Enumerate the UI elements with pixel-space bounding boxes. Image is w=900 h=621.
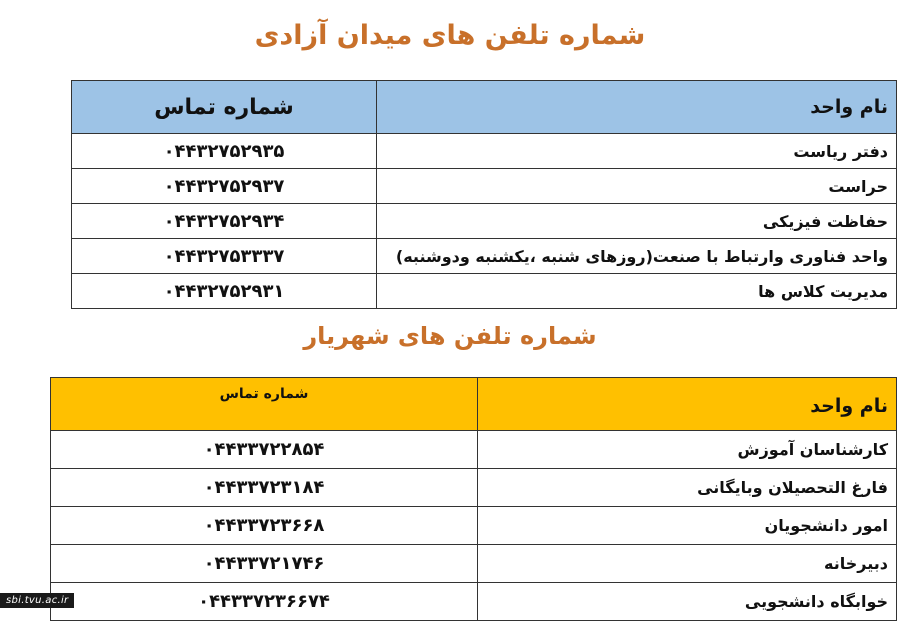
table-row: [72, 169, 897, 204]
unit-name-cell: امور دانشجویان: [478, 507, 897, 545]
unit-name-cell: حراست: [377, 169, 897, 204]
phone-number-cell: ۰۴۴۳۲۷۵۲۹۳۱: [72, 274, 377, 309]
table-row: [51, 507, 897, 545]
unit-name-cell: مدیریت کلاس ها: [377, 274, 897, 309]
unit-name-cell: حفاظت فیزیکی: [377, 204, 897, 239]
table-row: [72, 239, 897, 274]
table-row: [51, 583, 897, 621]
section-title-shahriar: شماره تلفن های شهریار: [303, 322, 597, 350]
phone-number-cell: ۰۴۴۳۲۷۵۲۹۳۷: [72, 169, 377, 204]
table-row: [72, 134, 897, 169]
phone-number-cell: ۰۴۴۳۳۷۲۳۶۶۷۴: [51, 583, 478, 621]
phone-number-cell: ۰۴۴۳۳۷۲۳۶۶۸: [51, 507, 478, 545]
column-header-phone: شماره تماس: [51, 378, 478, 431]
phone-table-azadi: [71, 80, 897, 309]
unit-name-cell: واحد فناوری وارتباط با صنعت(روزهای شنبه ،یکشنبه ودوشنبه): [377, 239, 897, 274]
phone-number-cell: ۰۴۴۳۳۷۲۱۷۴۶: [51, 545, 478, 583]
phone-table-shahriar: [50, 377, 897, 621]
unit-name-cell: فارغ التحصیلان وبایگانی: [478, 469, 897, 507]
unit-name-cell: دفتر ریاست: [377, 134, 897, 169]
table-row: [51, 545, 897, 583]
unit-name-cell: دبیرخانه: [478, 545, 897, 583]
table-row: [72, 204, 897, 239]
phone-number-cell: ۰۴۴۳۲۷۵۲۹۳۵: [72, 134, 377, 169]
table-row: [51, 469, 897, 507]
column-header-unit-name: نام واحد: [478, 378, 897, 431]
site-watermark: sbi.tvu.ac.ir: [0, 593, 74, 608]
phone-number-cell: ۰۴۴۳۳۷۲۳۱۸۴: [51, 469, 478, 507]
table-row: [72, 274, 897, 309]
column-header-phone: شماره تماس: [72, 81, 377, 134]
phone-number-cell: ۰۴۴۳۳۷۲۲۸۵۴: [51, 431, 478, 469]
column-header-unit-name: نام واحد: [377, 81, 897, 134]
table-header-row: [72, 81, 897, 134]
unit-name-cell: کارشناسان آموزش: [478, 431, 897, 469]
table-header-row: [51, 378, 897, 431]
phone-number-cell: ۰۴۴۳۲۷۵۲۹۳۴: [72, 204, 377, 239]
unit-name-cell: خوابگاه دانشجویی: [478, 583, 897, 621]
section-title-azadi: شماره تلفن های میدان آزادی: [254, 20, 646, 51]
phone-number-cell: ۰۴۴۳۲۷۵۳۳۳۷: [72, 239, 377, 274]
table-row: [51, 431, 897, 469]
